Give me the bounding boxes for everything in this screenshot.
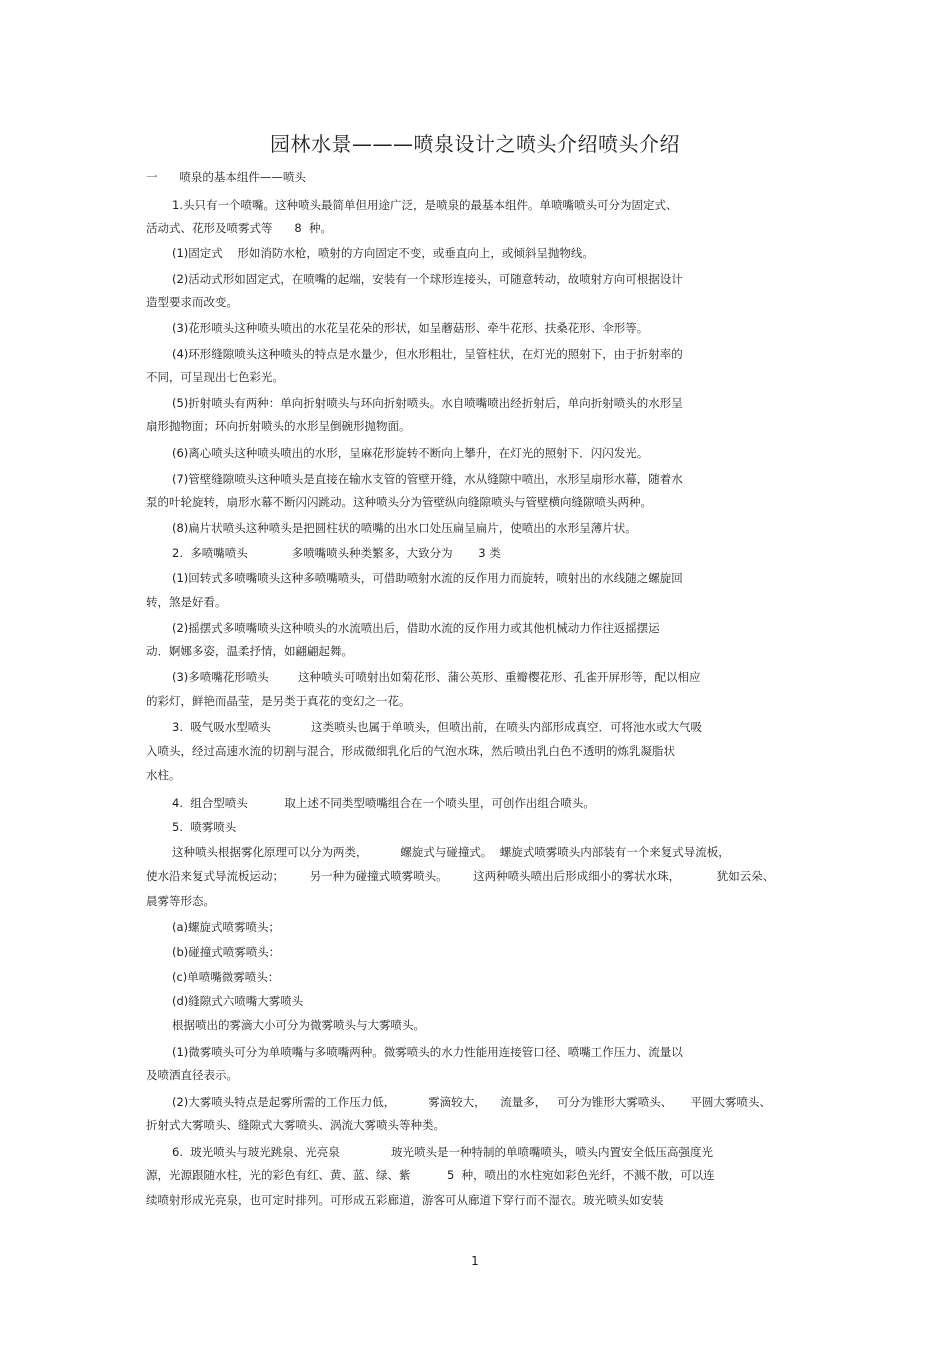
paragraph-line: 造型要求而改变。 — [146, 295, 238, 309]
paragraph-line: (1)固定式 形如消防水枪，喷射的方向固定不变，或垂直向上，或倾斜呈抛物线。 — [172, 246, 594, 260]
paragraph-line: (3)花形喷头这种喷头喷出的水花呈花朵的形状，如呈蘑菇形、牵牛花形、扶桑花形、伞形等。 — [172, 321, 649, 335]
paragraph-line: 4. 组合型喷头 取上述不同类型喷嘴组合在一个喷头里，可创作出组合喷头。 — [172, 796, 595, 810]
paragraph-line: (a)螺旋式喷雾喷头； — [172, 920, 281, 934]
page-number: 1 — [471, 1254, 479, 1268]
paragraph-line: 及喷洒直径表示。 — [146, 1068, 238, 1082]
paragraph-line: (2)摇摆式多喷嘴喷头这种喷头的水流喷出后，借助水流的反作用力或其他机械动力作往返摇摆运 — [172, 621, 660, 635]
paragraph-line: (b)碰撞式喷雾喷头： — [172, 945, 281, 959]
paragraph-line: 的彩灯，鲜艳而晶莹，是另类于真花的变幻之一花。 — [146, 694, 411, 708]
page-title: 园林水景———喷泉设计之喷头介绍喷头介绍 — [270, 132, 680, 156]
paragraph-line: 这种喷头根据雾化原理可以分为两类， 螺旋式与碰撞式。 螺旋式喷雾喷头内部装有一个来复式导流板， — [172, 845, 730, 859]
paragraph-line: 不同，可呈现出七色彩光。 — [146, 370, 284, 384]
paragraph-line: 源，光源跟随水柱，光的彩色有红、黄、蓝、绿、紫 5 种，喷出的水柱宛如彩色光纤，不溅不散，可以连 — [146, 1168, 715, 1182]
paragraph-line: 活动式、花形及喷雾式等 8 种。 — [146, 221, 333, 235]
paragraph-line: 水柱。 — [146, 768, 181, 782]
paragraph-line: 动．婀娜多姿，温柔抒情，如翩翩起舞。 — [146, 644, 353, 658]
paragraph-line: 5. 喷雾喷头 — [172, 820, 237, 834]
paragraph-line: (5)折射喷头有两种：单向折射喷头与环向折射喷头。水自喷嘴喷出经折射后，单向折射喷头的水形呈 — [172, 396, 683, 410]
paragraph-line: (2)大雾喷头特点是起雾所需的工作压力低， 雾滴较大， 流量多， 可分为锥形大雾喷头、 平圆大雾喷头、 — [172, 1095, 772, 1109]
paragraph-line: 2. 多喷嘴喷头 多喷嘴喷头种类繁多，大致分为 3 类 — [172, 546, 501, 560]
paragraph-line: (6)离心喷头这种喷头喷出的水形，呈麻花形旋转不断向上攀升，在灯光的照射下．闪闪发光。 — [172, 446, 649, 460]
paragraph-line: (3)多喷嘴花形喷头 这种喷头可喷射出如菊花形、蒲公英形、重瓣樱花形、孔雀开屏形等，配以相应 — [172, 670, 701, 684]
paragraph-line: (1)微雾喷头可分为单喷嘴与多喷嘴两种。微雾喷头的水力性能用连接管口径、喷嘴工作压力、流量以 — [172, 1045, 683, 1059]
paragraph-line: 入喷头，经过高速水流的切割与混合，形成微细乳化后的气泡水珠，然后喷出乳白色不透明的炼乳凝脂状 — [146, 744, 675, 758]
paragraph-line: (8)扁片状喷头这种喷头是把圆柱状的喷嘴的出水口处压扁呈扁片，使喷出的水形呈薄片状。 — [172, 521, 637, 535]
paragraph-line: (d)缝隙式六喷嘴大雾喷头 — [172, 994, 304, 1008]
paragraph-line: 1.头只有一个喷嘴。这种喷头最简单但用途广泛，是喷泉的最基本组件。单喷嘴喷头可分为固定式、 — [172, 198, 678, 212]
paragraph-line: 转，煞是好看。 — [146, 595, 227, 609]
paragraph-line: 3. 吸气吸水型喷头 这类喷头也属于单喷头，但喷出前，在喷头内部形成真空．可将池水或大气吸 — [172, 720, 702, 734]
paragraph-line: 使水沿来复式导流板运动； 另一种为碰撞式喷雾喷头。 这两种喷头喷出后形成细小的雾状水珠， 犹如云朵、 — [146, 869, 775, 883]
paragraph-line: (7)管壁缝隙喷头这种喷头是直接在输水支管的管壁开缝，水从缝隙中喷出，水形呈扇形水幕，随着水 — [172, 472, 683, 486]
section-heading: 一 喷泉的基本组件——喷头 — [146, 170, 306, 184]
paragraph-line: 6. 玻光喷头与玻光跳泉、光亮泉 玻光喷头是一种特制的单喷嘴喷头，喷头内置安全低压高强度光 — [172, 1145, 713, 1159]
paragraph-line: 续喷射形成光亮泉，也可定时排列。可形成五彩廊道，游客可从廊道下穿行而不湿衣。玻光喷头如安装 — [146, 1193, 664, 1207]
paragraph-line: 泵的叶轮旋转，扇形水幕不断闪闪跳动。这种喷头分为管壁纵向缝隙喷头与管壁横向缝隙喷头两种。 — [146, 495, 652, 509]
paragraph-line: 晨雾等形态。 — [146, 894, 215, 908]
paragraph-line: (2)活动式形如固定式，在喷嘴的起端，安装有一个球形连接头，可随意转动，故喷射方向可根据设计 — [172, 272, 683, 286]
paragraph-line: (c)单喷嘴微雾喷头： — [172, 970, 280, 984]
paragraph-line: (4)环形缝隙喷头这种喷头的特点是水量少，但水形粗壮，呈管柱状，在灯光的照射下，由于折射率的 — [172, 347, 683, 361]
paragraph-line: 根据喷出的雾滴大小可分为微雾喷头与大雾喷头。 — [172, 1018, 425, 1032]
paragraph-line: 折射式大雾喷头、缝隙式大雾喷头、涡流大雾喷头等种类。 — [146, 1118, 445, 1132]
paragraph-line: (1)回转式多喷嘴喷头这种多喷嘴喷头，可借助喷射水流的反作用力而旋转，喷射出的水线随之螺旋回 — [172, 571, 683, 585]
paragraph-line: 扇形抛物面；环向折射喷头的水形呈倒碗形抛物面。 — [146, 419, 411, 433]
